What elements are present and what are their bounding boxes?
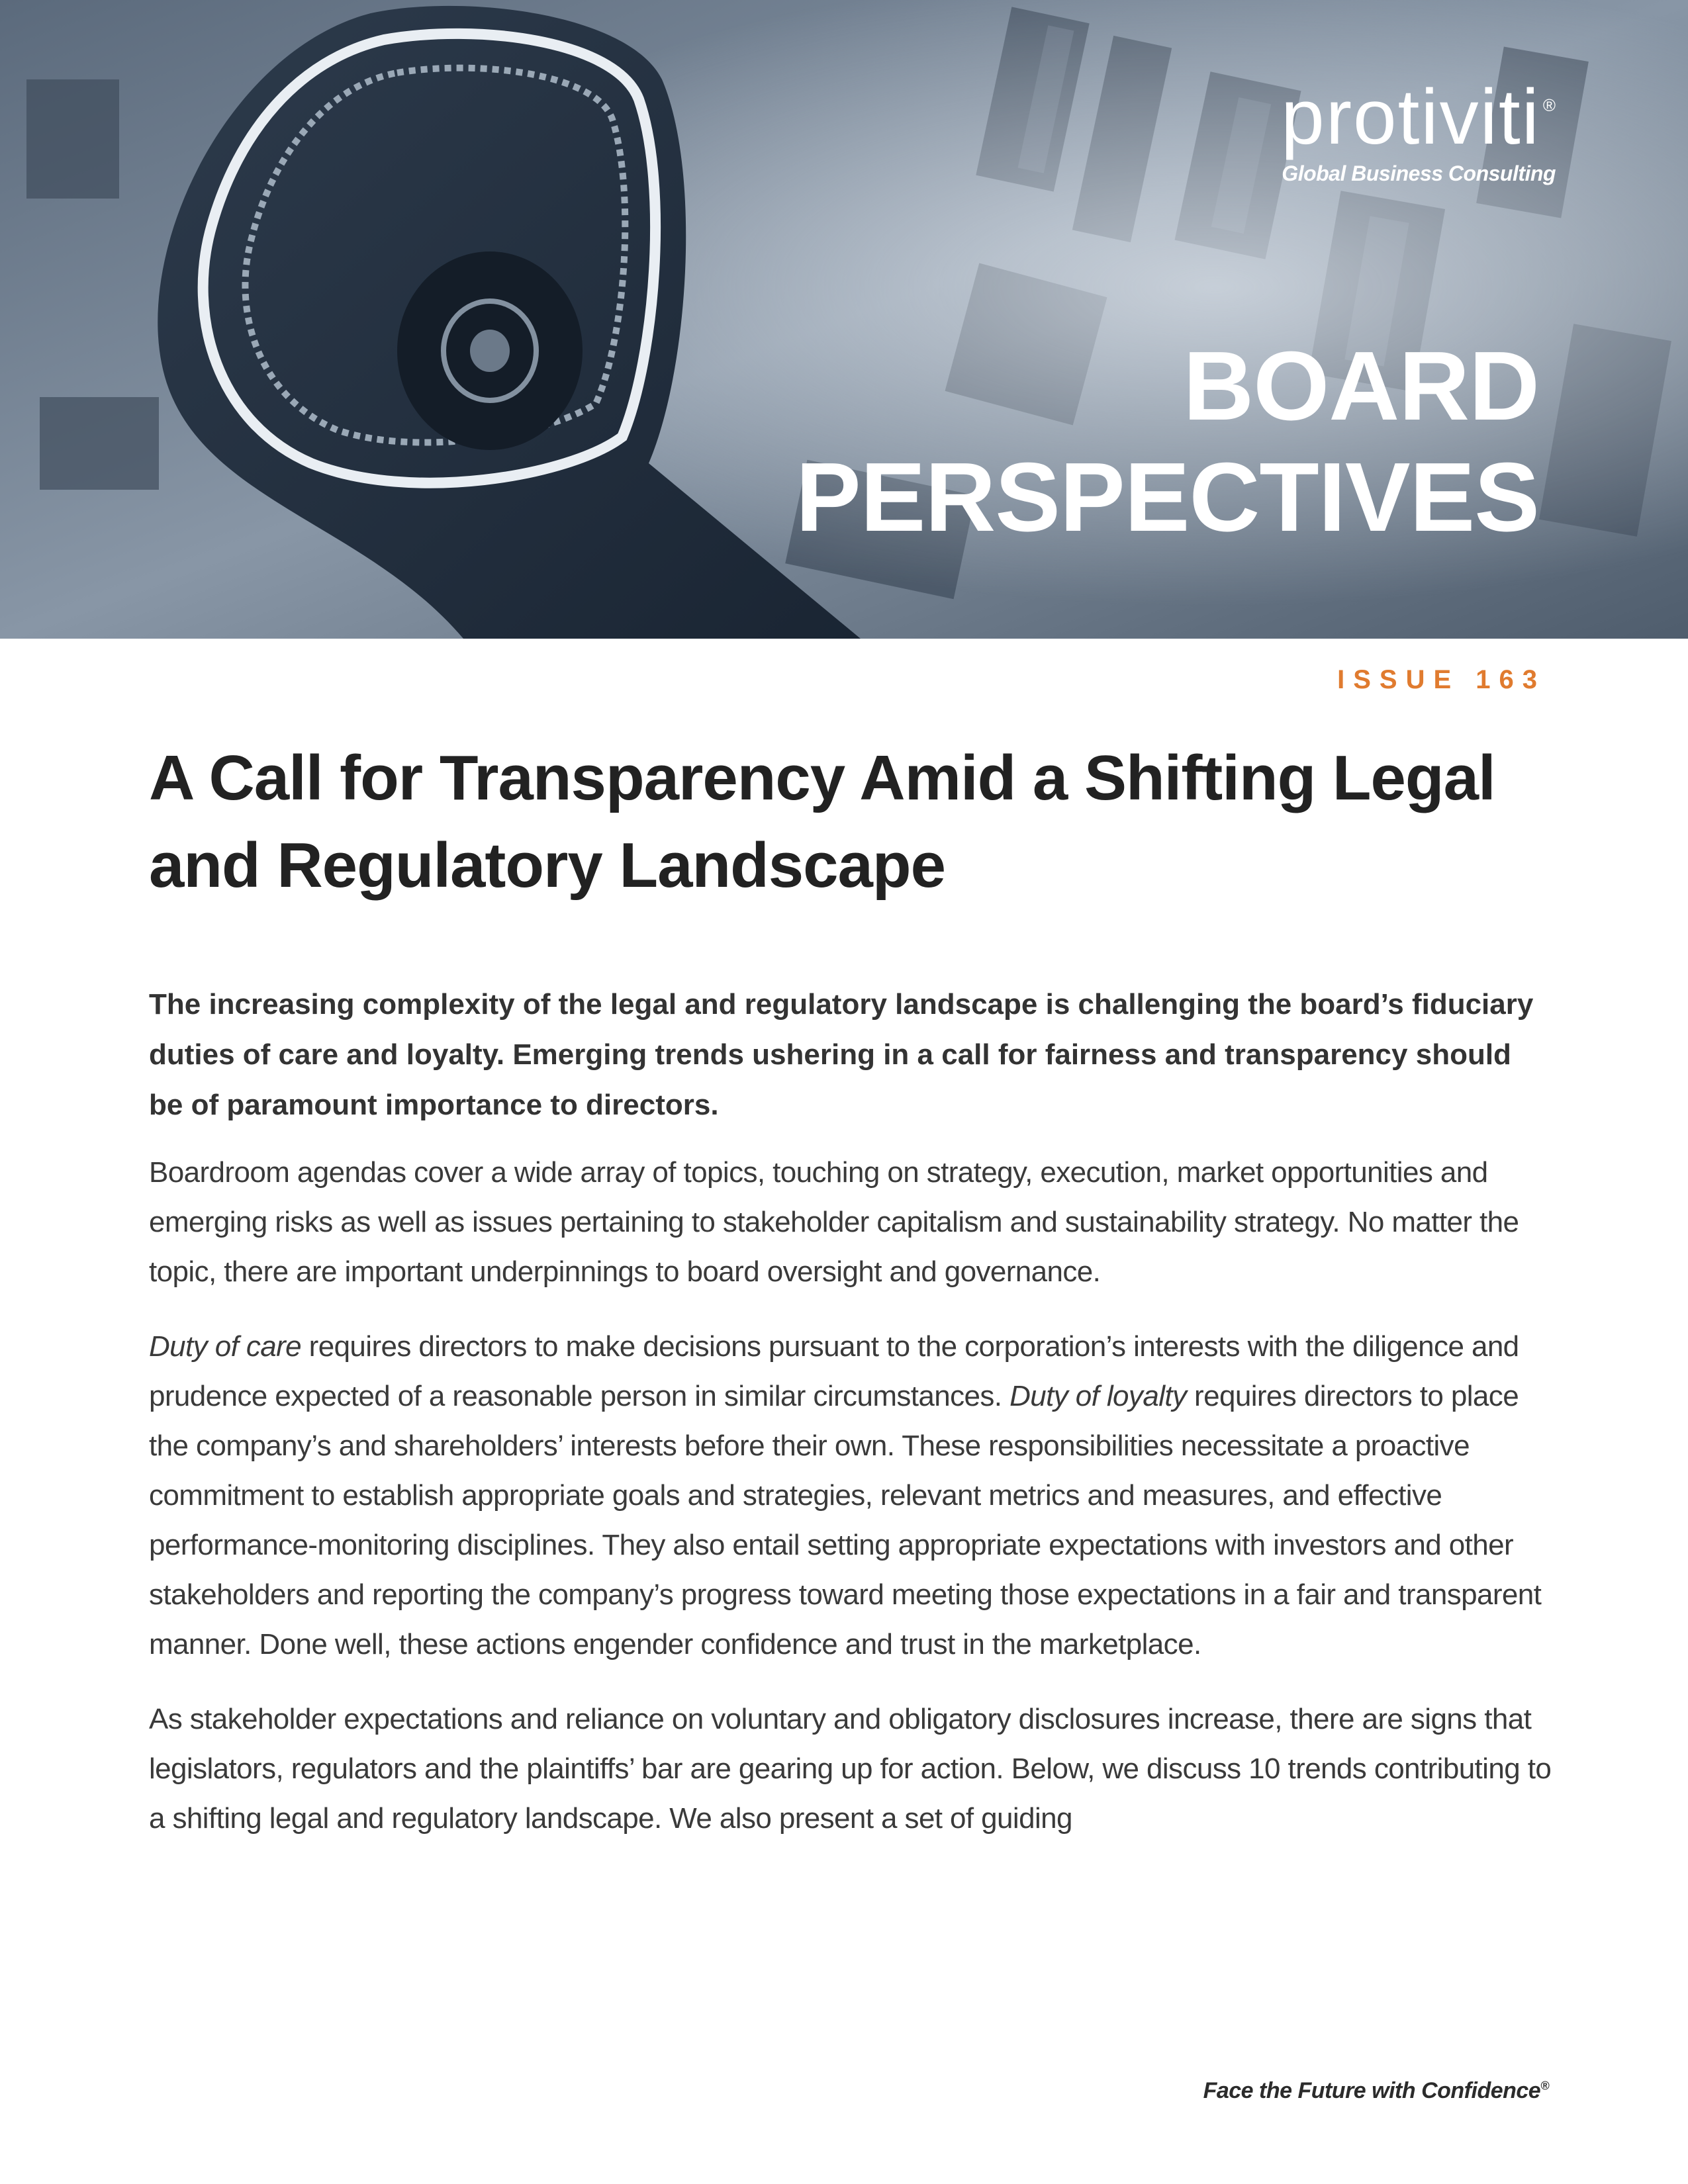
publication-title-line-1: BOARD (1183, 332, 1539, 441)
paragraph-3: As stakeholder expectations and reliance on voluntary and obligatory disclosures increase, there are signs that legislators, regulators and the plaintiffs’ bar are gearing up for action. Below, we discuss 10 trends contributing to a shifting legal and regulatory landscape. We also present a set of guiding (149, 1703, 1552, 1835)
publication-title-line-2: PERSPECTIVES (795, 443, 1539, 552)
logo-wordmark: protiviti (1281, 73, 1540, 161)
footer-tagline (1203, 2078, 1549, 2104)
logo-tagline: Global Business Consulting (1282, 161, 1556, 185)
article-body (149, 979, 1552, 1868)
paragraph-2-part-2: requires directors to place the company’s and shareholders’ interests before their own. These responsibilities necessitate a proactive commitment to establish appropriate goals and strategies, relevant metrics and measures, and effective performance-monitoring disciplines. They also entail setting appropriate expectations with investors and other stakeholders and reporting the company’s progress toward meeting those expectations in a fair and transparent manner. Done well, these actions engender confidence and trust in the marketplace. (149, 1380, 1542, 1661)
publication-title (796, 331, 1539, 553)
article-lede: The increasing complexity of the legal and regulatory landscape is challenging the board’s fiduciary duties of care and loyalty. Emerging trends ushering in a call for fairness and transparency should be of paramount importance to directors. (149, 988, 1534, 1121)
registered-mark: ® (1542, 95, 1556, 115)
protiviti-logo[interactable] (1281, 73, 1556, 186)
hero-banner (0, 0, 1688, 639)
paragraph-1: Boardroom agendas cover a wide array of topics, touching on strategy, execution, market opportunities and emerging risks as well as issues pertaining to stakeholder capitalism and sustainability strategy. No matter the topic, there are important underpinnings to board oversight and governance. (149, 1156, 1519, 1288)
footer-registered-mark: ® (1540, 2079, 1549, 2093)
paragraph-2-part-1: requires directors to make decisions pursuant to the corporation’s interests with the diligence and prudence expected of a reasonable person in similar circumstances. (149, 1330, 1519, 1412)
duty-of-care-term: Duty of care (149, 1330, 302, 1363)
issue-number: ISSUE 163 (1337, 665, 1546, 694)
footer-tagline-text: Face the Future with Confidence (1203, 2078, 1541, 2103)
article-headline: A Call for Transparency Amid a Shifting Legal and Regulatory Landscape (149, 743, 1495, 901)
paragraph-2 (149, 1322, 1552, 1669)
duty-of-loyalty-term: Duty of loyalty (1009, 1380, 1187, 1412)
